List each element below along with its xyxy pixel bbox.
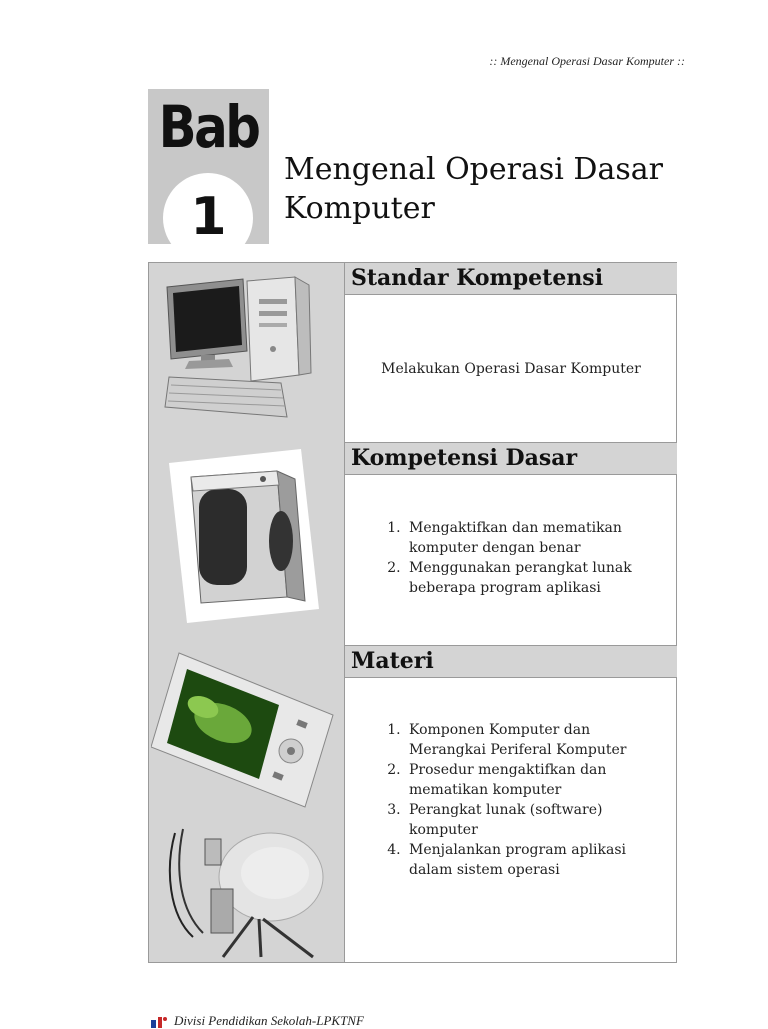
list-item: 4. Menjalankan program aplikasi dalam sistem operasi bbox=[405, 840, 675, 880]
section-heading-materi: Materi bbox=[345, 645, 677, 678]
kompetensi-dasar-list bbox=[377, 518, 675, 598]
pc-tower-case-icon bbox=[169, 449, 319, 624]
chapter-number: 1 bbox=[190, 187, 227, 244]
digital-photo-viewer-icon bbox=[151, 651, 336, 811]
illustration-column bbox=[149, 263, 345, 962]
chapter-title-line2: Komputer bbox=[284, 191, 435, 226]
list-item: 2. Menggunakan perangkat lunak beberapa program aplikasi bbox=[405, 558, 675, 598]
footer-text: Divisi Pendidikan Sekolah-LPKTNF bbox=[174, 1013, 364, 1028]
list-item: 3. Perangkat lunak (software) komputer bbox=[405, 800, 675, 840]
desktop-computer-icon bbox=[163, 269, 313, 419]
list-item: 1. Mengaktifkan dan mematikan komputer dengan benar bbox=[405, 518, 675, 558]
running-header: :: Mengenal Operasi Dasar Komputer :: bbox=[489, 54, 685, 68]
page-footer bbox=[150, 1013, 550, 1029]
logo-icon bbox=[150, 1015, 168, 1029]
chapter-title-line1: Mengenal Operasi Dasar bbox=[284, 152, 663, 187]
competency-panel bbox=[148, 262, 677, 963]
section-heading-standar: Standar Kompetensi bbox=[345, 262, 677, 295]
standar-kompetensi-text: Melakukan Operasi Dasar Komputer bbox=[381, 361, 641, 377]
list-item: 2. Prosedur mengaktifkan dan mematikan komputer bbox=[405, 760, 675, 800]
satellite-dish-icon bbox=[163, 819, 333, 959]
materi-list bbox=[377, 720, 675, 880]
section-heading-kompetensi: Kompetensi Dasar bbox=[345, 442, 677, 475]
chapter-word: Bab bbox=[158, 93, 259, 161]
chapter-title bbox=[284, 150, 704, 228]
list-item: 1. Komponen Komputer dan Merangkai Periferal Komputer bbox=[405, 720, 675, 760]
chapter-badge bbox=[148, 89, 269, 244]
